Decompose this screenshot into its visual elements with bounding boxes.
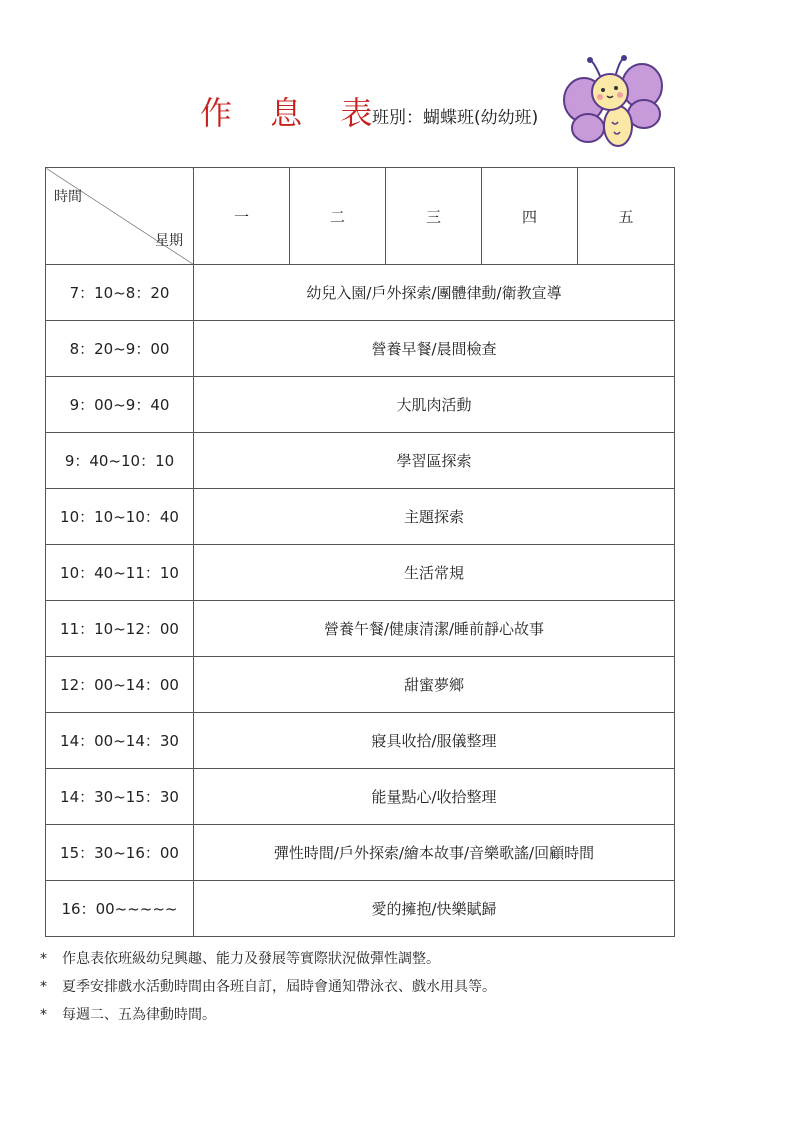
time-cell: 8：20~9：00 [46,321,194,377]
note-item [40,973,496,1001]
note-item [40,1001,496,1029]
activity-cell: 幼兒入園/戶外探索/團體律動/衛教宣導 [194,265,675,321]
table-row [46,881,675,937]
time-cell: 14：00~14：30 [46,713,194,769]
table-row [46,769,675,825]
time-header: 時間 [54,189,82,205]
table-row [46,321,675,377]
note-bullet: * [40,1007,47,1023]
day-header: 五 [578,168,675,265]
corner-cell [46,168,194,265]
class-label: 班別：蝴蝶班(幼幼班) [372,108,539,128]
time-cell: 10：40~11：10 [46,545,194,601]
time-cell: 10：10~10：40 [46,489,194,545]
time-cell: 9：00~9：40 [46,377,194,433]
table-row [46,545,675,601]
page-title: 作 息 表 [200,94,387,132]
activity-cell: 能量點心/收拾整理 [194,769,675,825]
time-cell: 14：30~15：30 [46,769,194,825]
time-cell: 15：30~16：00 [46,825,194,881]
activity-cell: 學習區探索 [194,433,675,489]
table-row [46,657,675,713]
time-cell: 9：40~10：10 [46,433,194,489]
note-text: 每週二、五為律動時間。 [62,1007,216,1023]
activity-cell: 生活常規 [194,545,675,601]
table-row [46,433,675,489]
time-cell: 7：10~8：20 [46,265,194,321]
day-header: 三 [386,168,482,265]
table-row [46,713,675,769]
note-item [40,945,496,973]
schedule-table [45,167,675,937]
table-row [46,377,675,433]
day-header: 四 [482,168,578,265]
table-row [46,825,675,881]
time-cell: 12：00~14：00 [46,657,194,713]
activity-cell: 愛的擁抱/快樂賦歸 [194,881,675,937]
time-cell: 11：10~12：00 [46,601,194,657]
activity-cell: 營養午餐/健康清潔/睡前靜心故事 [194,601,675,657]
weekday-header: 星期 [155,233,183,249]
activity-cell: 大肌肉活動 [194,377,675,433]
activity-cell: 主題探索 [194,489,675,545]
note-text: 夏季安排戲水活動時間由各班自訂，屆時會通知帶泳衣、戲水用具等。 [62,979,496,995]
table-header-row [46,168,675,265]
activity-cell: 營養早餐/晨間檢查 [194,321,675,377]
activity-cell: 寢具收拾/服儀整理 [194,713,675,769]
butterfly-mascot-icon [560,52,670,152]
note-bullet: * [40,979,47,995]
day-header: 一 [194,168,290,265]
activity-cell: 甜蜜夢鄉 [194,657,675,713]
note-text: 作息表依班級幼兒興趣、能力及發展等實際狀況做彈性調整。 [62,951,440,967]
table-row [46,489,675,545]
note-bullet: * [40,951,47,967]
activity-cell: 彈性時間/戶外探索/繪本故事/音樂歌謠/回顧時間 [194,825,675,881]
table-row [46,601,675,657]
day-header: 二 [290,168,386,265]
table-row [46,265,675,321]
time-cell: 16：00~~~~~ [46,881,194,937]
notes-list [40,945,496,1029]
